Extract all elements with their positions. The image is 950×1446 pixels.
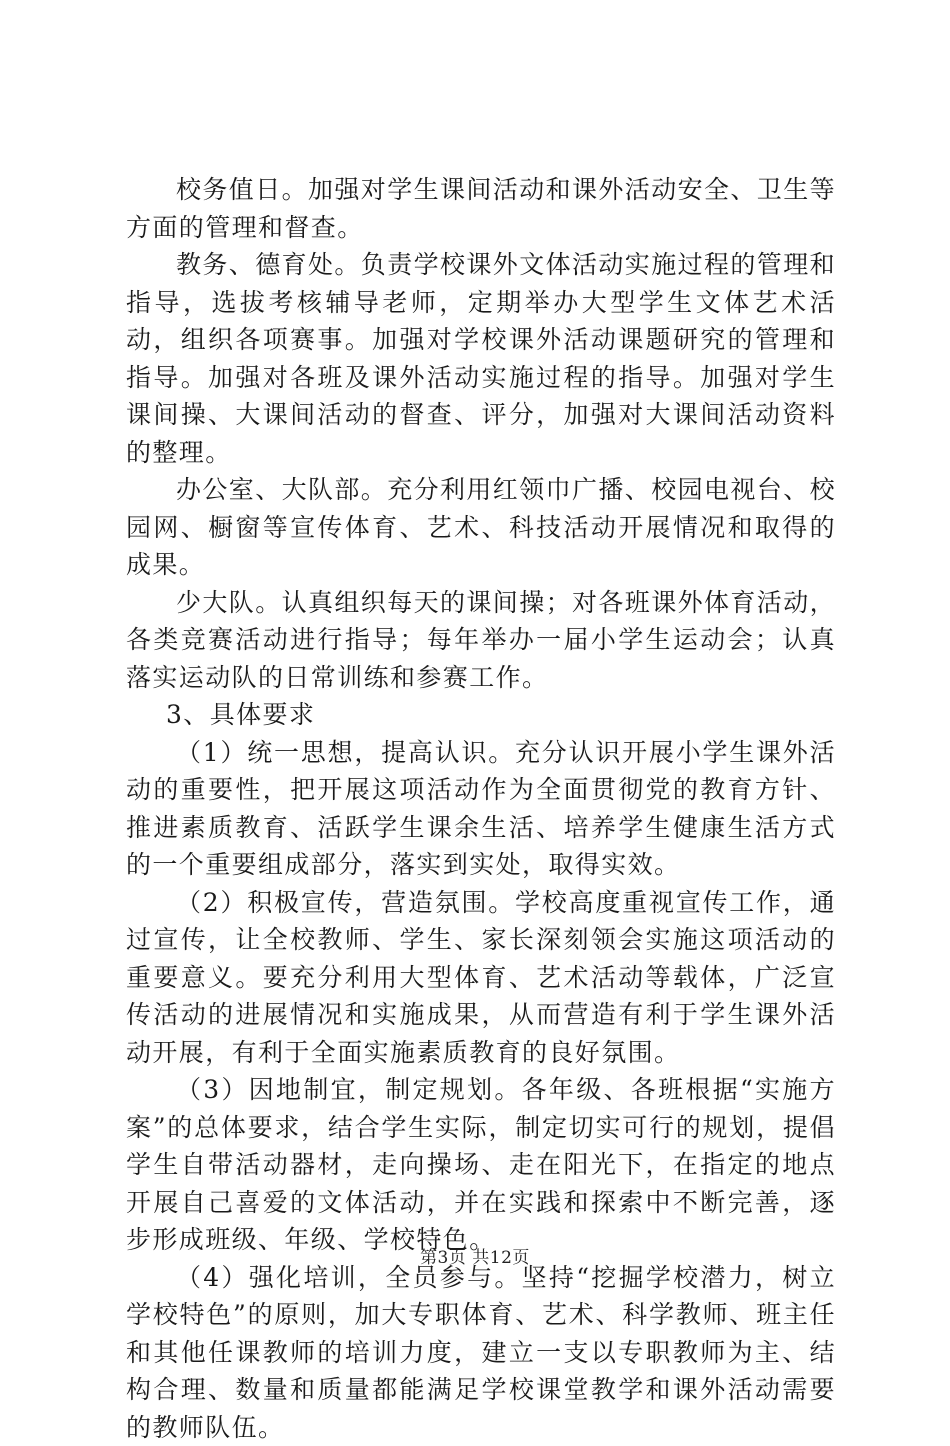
section-heading: 3、具体要求 [126,696,836,734]
paragraph-admin-office: 办公室、大队部。充分利用红领巾广播、校园电视台、校园网、橱窗等宣传体育、艺术、科技活动开展情况和取得的成果。 [126,471,836,584]
paragraph-young-pioneers: 少大队。认真组织每天的课间操；对各班课外体育活动，各类竞赛活动进行指导；每年举办一届小学生运动会；认真落实运动队的日常训练和参赛工作。 [126,584,836,697]
page-footer: 第3页 共12页 [0,1243,950,1268]
requirement-item-1: （1）统一思想，提高认识。充分认识开展小学生课外活动的重要性，把开展这项活动作为全面贯彻党的教育方针、推进素质教育、活跃学生课余生活、培养学生健康生活方式的一个重要组成部分，落实到实处，取得实效。 [126,734,836,884]
paragraph-duty: 校务值日。加强对学生课间活动和课外活动安全、卫生等方面的管理和督查。 [126,171,836,246]
requirement-item-2: （2）积极宣传，营造氛围。学校高度重视宣传工作，通过宣传，让全校教师、学生、家长深刻领会实施这项活动的重要意义。要充分利用大型体育、艺术活动等载体，广泛宣传活动的进展情况和实施成果，从而营造有利于学生课外活动开展，有利于全面实施素质教育的良好氛围。 [126,884,836,1072]
requirement-item-4: （4）强化培训，全员参与。坚持“挖掘学校潜力，树立学校特色”的原则，加大专职体育、艺术、科学教师、班主任和其他任课教师的培训力度，建立一支以专职教师为主、结构合理、数量和质量都能满足学校课堂教学和课外活动需要的教师队伍。 [126,1259,836,1446]
paragraph-academic-office: 教务、德育处。负责学校课外文体活动实施过程的管理和指导，选拔考核辅导老师，定期举办大型学生文体艺术活动，组织各项赛事。加强对学校课外活动课题研究的管理和指导。加强对各班及课外活动实施过程的指导。加强对学生课间操、大课间活动的督查、评分，加强对大课间活动资料的整理。 [126,246,836,471]
requirement-item-3: （3）因地制宜，制定规划。各年级、各班根据“实施方案”的总体要求，结合学生实际，制定切实可行的规划，提倡学生自带活动器材，走向操场、走在阳光下，在指定的地点开展自己喜爱的文体活动，并在实践和探索中不断完善，逐步形成班级、年级、学校特色。 [126,1071,836,1259]
